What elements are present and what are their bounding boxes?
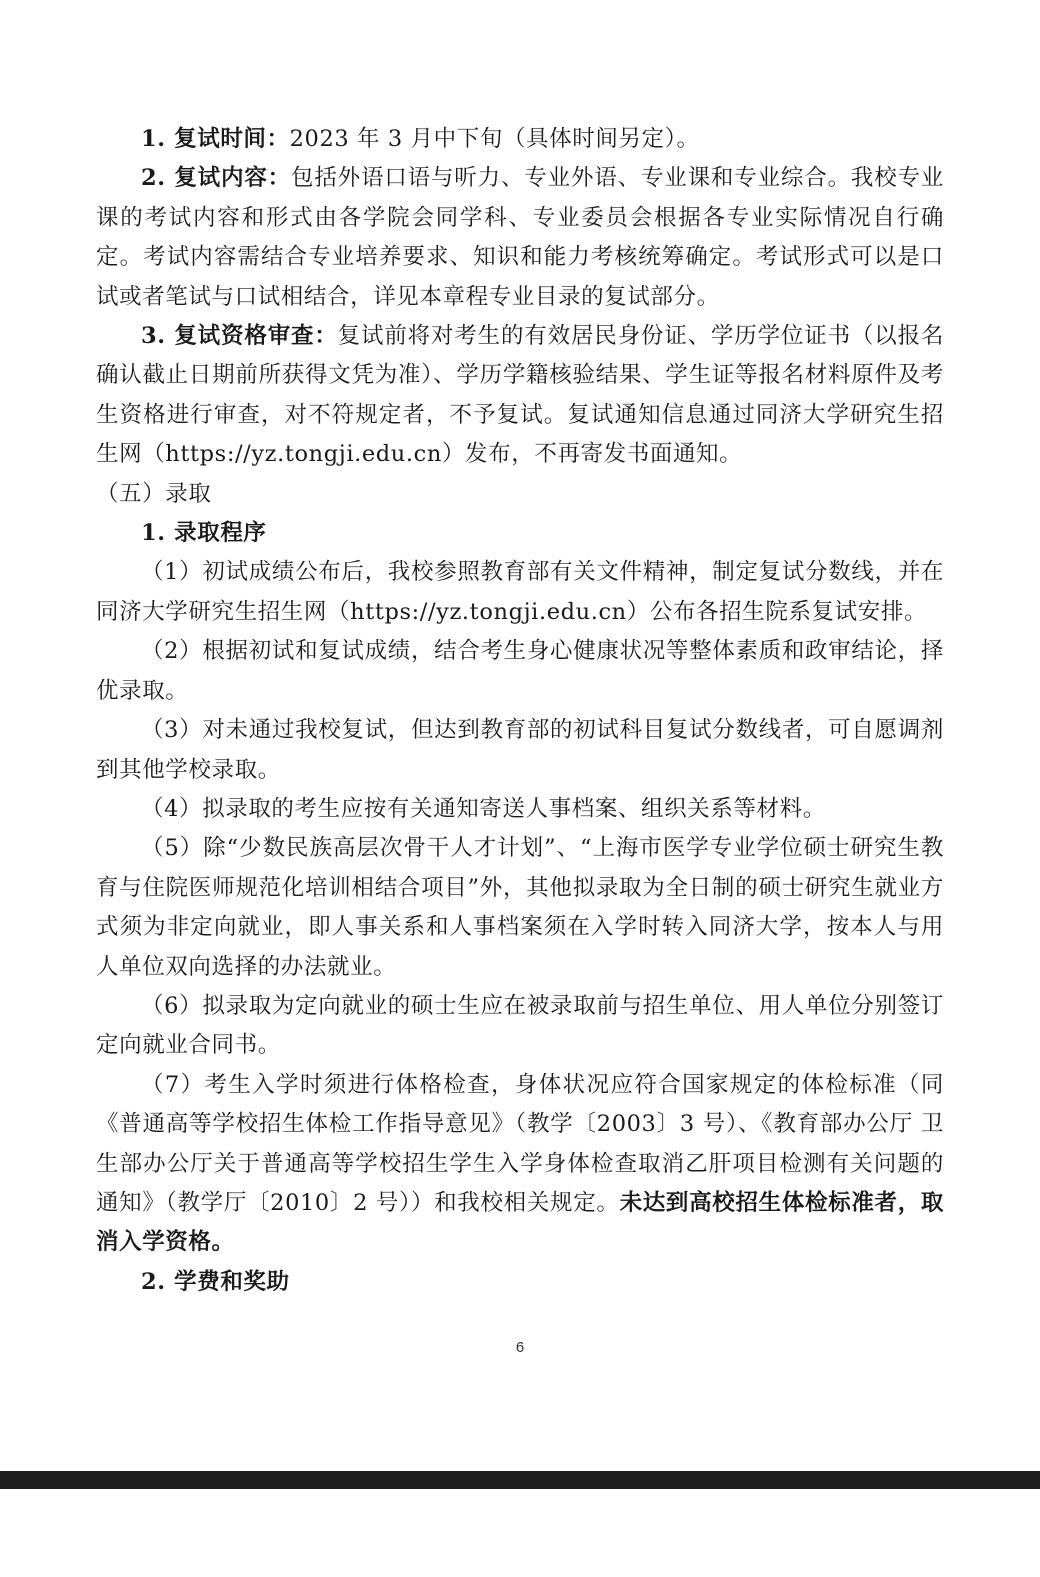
admission-item-6: （6）拟录取为定向就业的硕士生应在被录取前与招生单位、用人单位分别签订定向就业合同书。 — [96, 992, 944, 1059]
retest-qualification-label: 3. 复试资格审查： — [141, 323, 338, 350]
retest-time-text: 2023 年 3 月中下旬（具体时间另定）。 — [289, 126, 700, 152]
section-heading: （五）录取 — [96, 480, 212, 507]
page-content — [96, 120, 944, 1302]
admission-item-7 — [96, 1066, 944, 1263]
retest-qualification-text: 复试前将对考生的有效居民身份证、学历学位证书（以报名确认截止日期前所获得文凭为准）、学历学籍核验结果、学生证等报名材料原件及考生资格进行审查，对不符规定者，不予复试。复试通知信息通过同济大学研究生招生网（https://yz.tongji.edu.cn）发布，不再寄发书面通知。 — [96, 323, 944, 468]
admission-item-2: （2）根据初试和复试成绩，结合考生身心健康状况等整体素质和政审结论，择优录取。 — [96, 638, 944, 704]
admission-item-1: （1）初试成绩公布后，我校参照教育部有关文件精神，制定复试分数线，并在同济大学研究生招生网（https://yz.tongji.edu.cn）公布各招生院系复试安排。 — [96, 559, 944, 625]
admission-procedure-heading: 1. 录取程序 — [141, 520, 267, 547]
tuition-heading: 2. 学费和奖助 — [141, 1268, 290, 1295]
page-number: 6 — [515, 1339, 525, 1356]
admission-item-3: （3）对未通过我校复试，但达到教育部的初试科目复试分数线者，可自愿调剂到其他学校录取。 — [96, 717, 944, 783]
retest-content-paragraph — [96, 159, 944, 317]
retest-content-label: 2. 复试内容： — [141, 165, 291, 192]
admission-item-7-bold: 未达到高校招生体检标准者，取消入学资格。 — [96, 1189, 944, 1256]
retest-time-label: 1. 复试时间： — [141, 126, 290, 152]
bottom-bar — [0, 1471, 1040, 1489]
retest-qualification-paragraph — [96, 317, 944, 475]
admission-item-4: （4）拟录取的考生应按有关通知寄送人事档案、组织关系等材料。 — [141, 795, 826, 822]
admission-item-5: （5）除“少数民族高层次骨干人才计划”、“上海市医学专业学位硕士研究生教育与住院医师规范化培训相结合项目”外，其他拟录取为全日制的硕士研究生就业方式须为非定向就业，即人事关系和人事档案须在入学时转入同济大学，按本人与用人单位双向选择的办法就业。 — [96, 835, 944, 980]
admission-item-7-text: （7）考生入学时须进行体格检查，身体状况应符合国家规定的体检标准（同《普通高等学校招生体检工作指导意见》（教学〔2003〕3 号）、《教育部办公厅 卫生部办公厅关于普通高等学校招生学生入学身体检查取消乙肝项目检测有关问题的通知》（教学厅〔2010〕2 号））和我校相关规定。 — [96, 1071, 944, 1216]
retest-time-paragraph — [96, 120, 944, 159]
retest-content-text: 包括外语口语与听力、专业外语、专业课和专业综合。我校专业课的考试内容和形式由各学院会同学科、专业委员会根据各专业实际情况自行确定。考试内容需结合专业培养要求、知识和能力考核统筹确定。考试形式可以是口试或者笔试与口试相结合，详见本章程专业目录的复试部分。 — [96, 165, 944, 310]
